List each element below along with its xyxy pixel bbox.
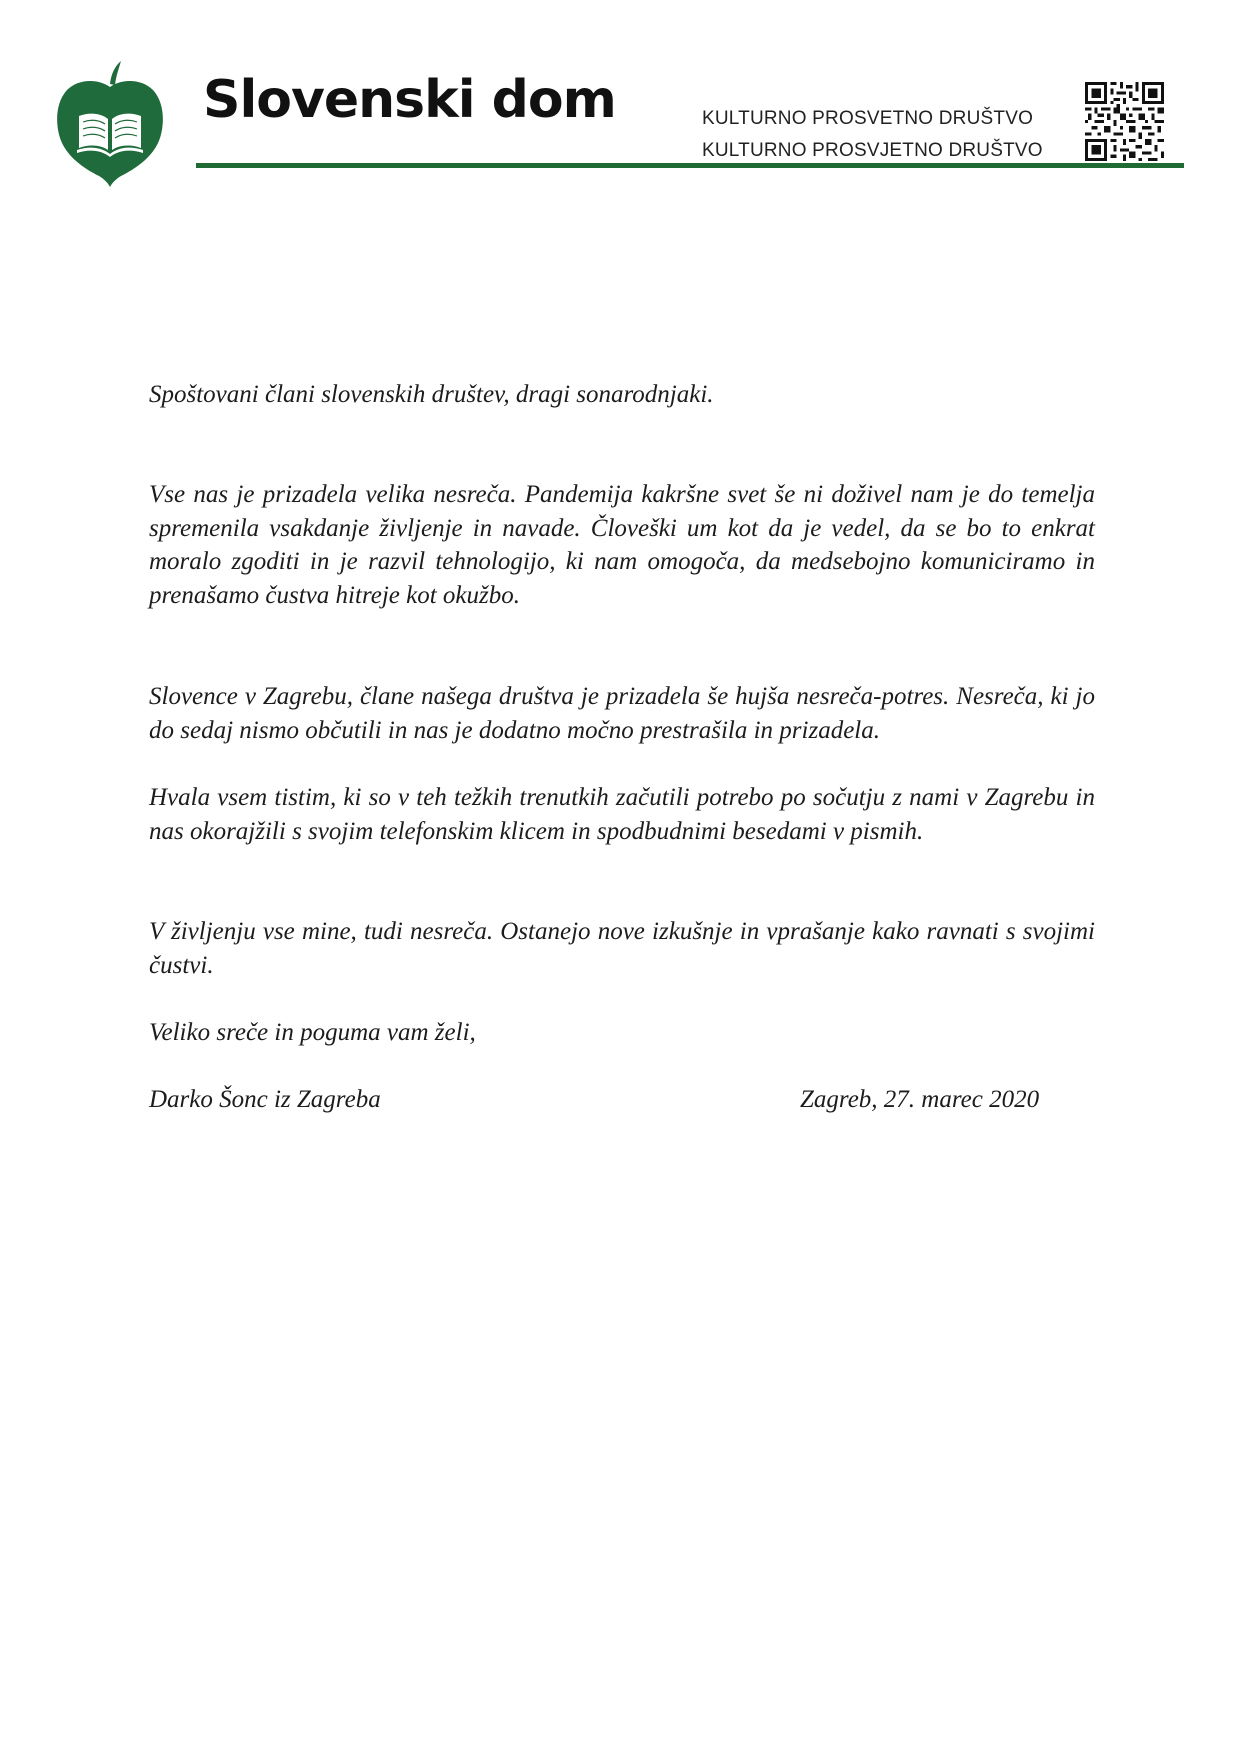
- paragraph-pandemic: Vse nas je prizadela velika nesreča. Pandemija kakršne svet še ni doživel nam je do temelja spremenila vsakdanje življenje in navade. Človeški um kot da je vedel, da se bo to enkrat moralo zgoditi in je razvil tehnologijo, ki nam omogoča, da medsebojno komuniciramo in prenašamo čustva hitreje kot okužbo.: [149, 481, 1095, 609]
- qr-code-icon: [1085, 82, 1164, 161]
- header-divider: [196, 163, 1184, 168]
- letterhead: [0, 0, 1240, 200]
- organization-name: Slovenski dom: [203, 70, 616, 130]
- signature: Darko Šonc iz Zagreba: [149, 1086, 381, 1113]
- paragraph-reflection: V življenju vse mine, tudi nesreča. Ostanejo nove izkušnje in vprašanje kako ravnati s svojimi čustvi.: [149, 918, 1095, 979]
- subtitle-croatian: KULTURNO PROSVJETNO DRUŠTVO: [702, 140, 1043, 161]
- linden-leaf-book-icon: [55, 60, 165, 188]
- place-and-date: Zagreb, 27. marec 2020: [800, 1086, 1040, 1113]
- paragraph-earthquake: Slovence v Zagrebu, člane našega društva je prizadela še hujša nesreča-potres. Nesreča, ki jo do sedaj nismo občutili in nas je dodatno močno prestrašila in prizadela.: [149, 683, 1095, 744]
- closing-line: Veliko sreče in poguma vam želi,: [149, 1019, 476, 1046]
- salutation: Spoštovani člani slovenskih društev, dragi sonarodnjaki.: [149, 381, 714, 408]
- subtitle-slovene: KULTURNO PROSVETNO DRUŠTVO: [702, 108, 1034, 129]
- paragraph-thanks: Hvala vsem tistim, ki so v teh težkih trenutkih začutili potrebo po sočutju z nami v Zagrebu in nas okorajžili s svojim telefonskim klicem in spodbudnimi besedami v pismih.: [149, 784, 1095, 845]
